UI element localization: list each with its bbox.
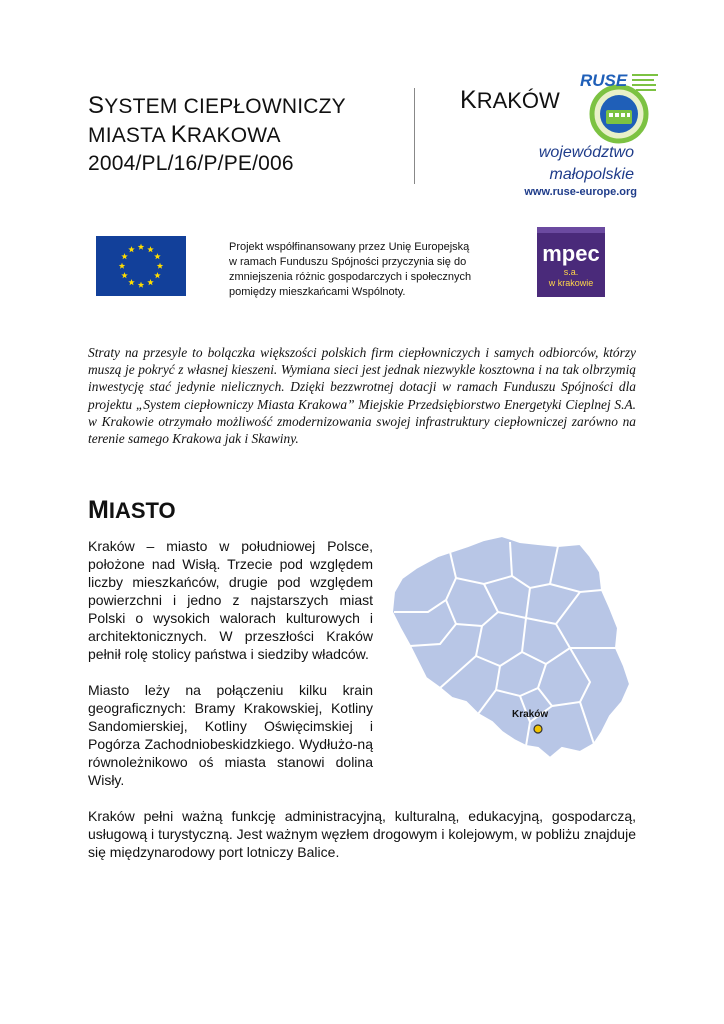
city-title: KRAKÓW <box>460 86 560 114</box>
eu-flag <box>96 236 186 296</box>
section-heading: MIASTO <box>88 496 176 524</box>
document-title <box>88 92 346 178</box>
mpec-logo-line1: s.a. <box>563 267 579 277</box>
project-code: 2004/PL/16/P/PE/006 <box>88 152 294 175</box>
website-url[interactable]: www.ruse-europe.org <box>524 186 637 198</box>
section-paragraph-3: Kraków pełni ważną funkcję administracyjną, kulturalną, edukacyjną, gospodarczą, usługową i turystyczną. Jest ważnym węzłem drogowym i kolejowym, w pobliżu znajduje się międzynarodowy port lotniczy Balice. <box>88 808 636 860</box>
intro-paragraph: Straty na przesyle to bolączka większości polskich firm ciepłowniczych i samych odbiorców, którzy muszą je pokryć z własnej kieszeni. Wymiana sieci jest jednak niezwykle kosztowna i na tak olbrzymią inwestycję stać jedynie nielicznych. Dzięki bezzwrotnej dotacji w ramach Funduszu Spójności dla projektu „System ciepłowniczy Miasta Krakowa” Miejskie Przedsiębiorstwo Energetyki Cieplnej S.A. w Krakowie otrzymało możliwość zmodernizowania swojej infrastruktury ciepłowniczej zarówno na terenie samego Krakowa jak i Skawiny. <box>88 345 636 447</box>
title-line-2: MIASTA KRAKOWA <box>88 121 281 148</box>
section-text <box>88 537 373 789</box>
header-divider <box>414 88 415 184</box>
section-paragraph-1: Kraków – miasto w południowej Polsce, położone nad Wisłą. Trzecie pod względem liczby mieszkańców, drugie pod względem powierzchni i jedno z najstarszych miast Polski o wysokich walorach kulturowych i architektonicznych. W przeszłości Kraków pełnił rolę stolicy państwa i siedziby władców. <box>88 538 373 662</box>
map-marker-label: Kraków <box>512 709 549 720</box>
region-name: województwo małopolskie <box>538 144 634 183</box>
cofinancing-notice: Projekt współfinansowany przez Unię Europejską w ramach Funduszu Spójności przyczynia się do zmniejszenia różnic gospodarczych i społecznych pomiędzy mieszkańcami Wspólnoty. <box>229 241 472 298</box>
section-paragraph-2: Miasto leży na połączeniu kilku krain geograficznych: Bramy Krakowskiej, Kotliny Sandomierskiej, Kotliny Oświęcimskiej i Pogórza Zachodniobeskidzkiego. Wydłużo-ną równoleżnikowo oś miasta stanowi dolina Wisły. <box>88 682 373 788</box>
ruse-logo <box>576 70 662 144</box>
krakow-marker <box>534 725 542 733</box>
mpec-logo <box>537 227 605 297</box>
title-line-1: SYSTEM CIEPŁOWNICZY <box>88 92 346 119</box>
ruse-logo-text: RUSE <box>580 71 628 90</box>
mpec-logo-line2: w krakowie <box>548 278 594 288</box>
mpec-logo-name: mpec <box>542 241 600 266</box>
poland-map <box>380 526 642 784</box>
